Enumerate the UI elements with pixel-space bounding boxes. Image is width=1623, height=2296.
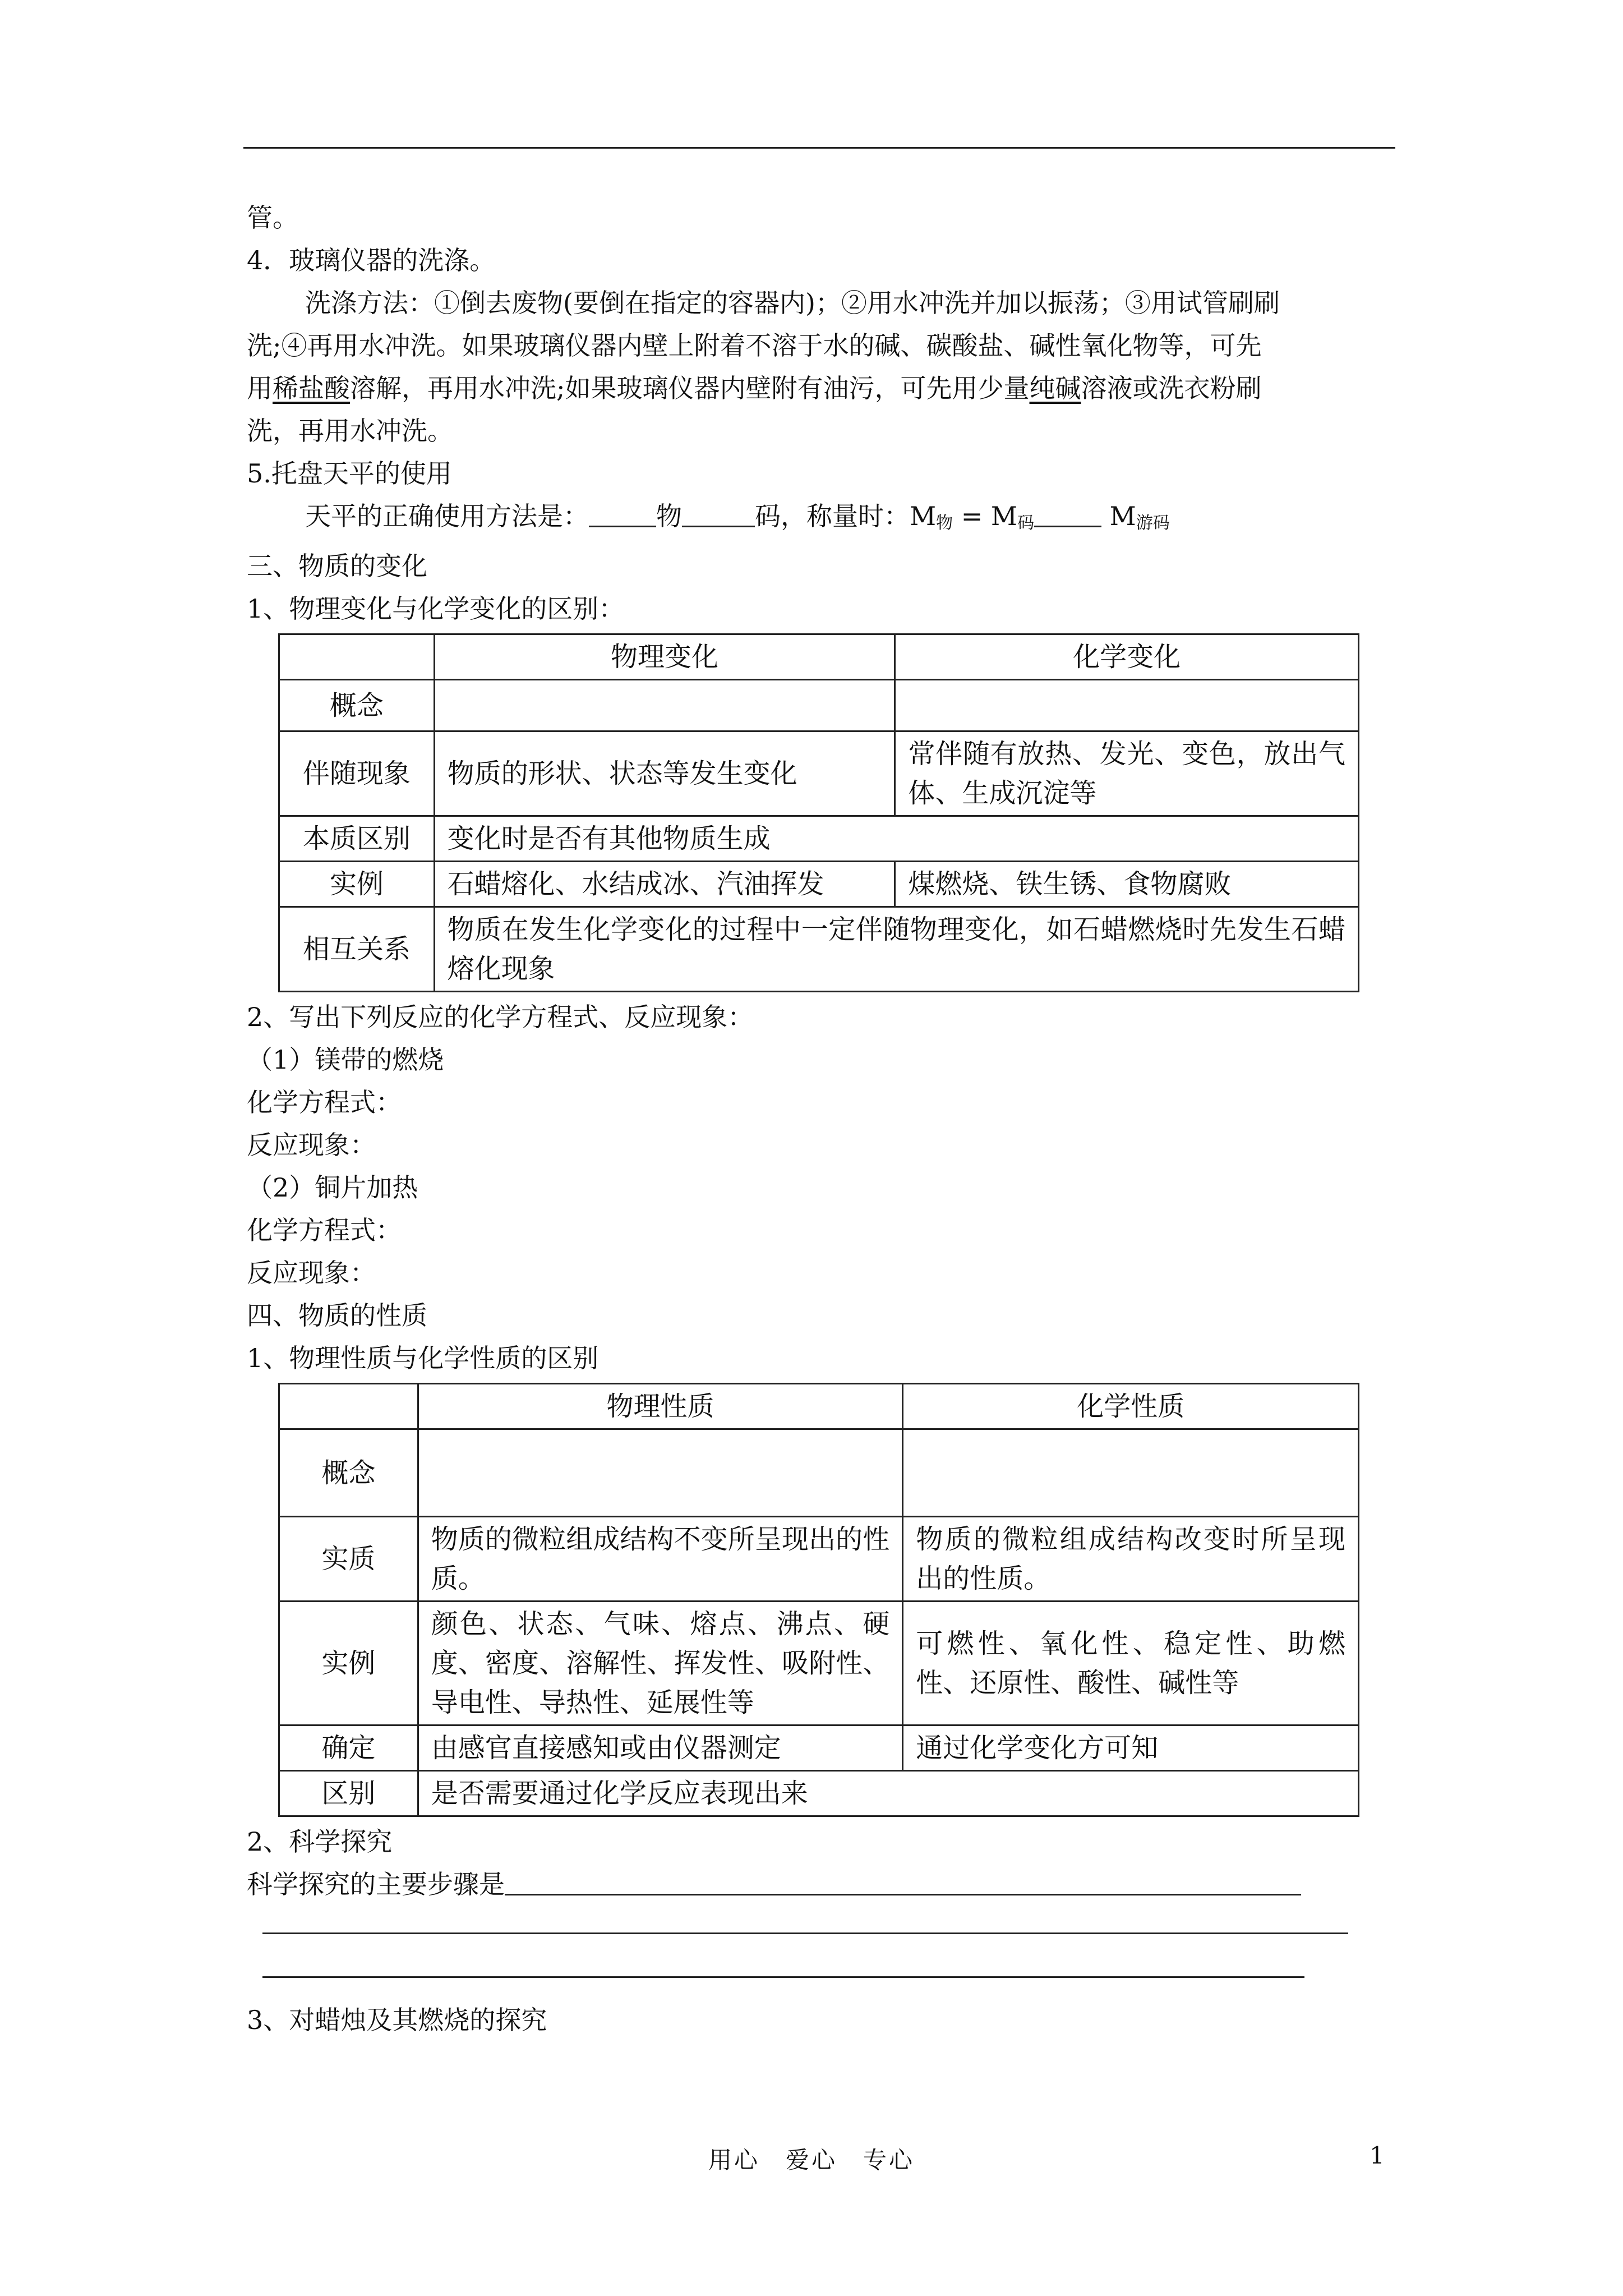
balance-line — [247, 495, 1402, 545]
equation-prompt: 化学方程式： — [247, 1215, 402, 1245]
table-header-cell: 化学性质 — [903, 1384, 1359, 1429]
underlined-term: 稀盐酸 — [273, 373, 350, 403]
balance-text: 物 — [656, 501, 682, 531]
table-header-row — [279, 1384, 1359, 1429]
row-label: 概念 — [279, 1429, 418, 1517]
table-cell: 由感官直接感知或由仪器测定 — [418, 1726, 903, 1771]
phenomenon-prompt: 反应现象： — [247, 1130, 376, 1160]
table-row — [279, 1771, 1359, 1816]
table-cell: 通过化学变化方可知 — [903, 1726, 1359, 1771]
table-cell: 可燃性、氧化性、稳定性、助燃性、还原性、酸性、碱性等 — [903, 1602, 1359, 1726]
answer-line-wrap — [247, 1945, 1402, 1987]
table-cell: 物质的微粒组成结构改变时所呈现出的性质。 — [903, 1517, 1359, 1602]
row-label: 实例 — [279, 1602, 418, 1726]
steps-text: 科学探究的主要步骤是 — [247, 1869, 505, 1899]
table-row — [279, 1429, 1359, 1517]
wash-line-3 — [247, 367, 1402, 409]
document-body — [247, 196, 1402, 2041]
wash-line-1: 洗涤方法：①倒去废物(要倒在指定的容器内)；②用水冲洗并加以振荡；③用试管刷刷 — [305, 288, 1280, 318]
table-cell — [279, 634, 435, 680]
phenomenon-prompt: 反应现象： — [247, 1258, 376, 1288]
answer-line[interactable] — [262, 1976, 1304, 1978]
header-rule — [243, 147, 1395, 149]
table-row — [279, 731, 1359, 816]
section-heading: 四、物质的性质 — [247, 1300, 427, 1331]
subsection-heading: 2、科学探究 — [247, 1826, 393, 1857]
table-cell — [418, 1429, 903, 1517]
table-row — [279, 907, 1359, 992]
subsection-heading: 2、写出下列反应的化学方程式、反应现象： — [247, 1002, 754, 1032]
table-row — [279, 680, 1359, 731]
reaction-item: （2）铜片加热 — [247, 1172, 418, 1203]
heading-balance: 5.托盘天平的使用 — [247, 458, 452, 489]
table-cell — [903, 1429, 1359, 1517]
wash-text: 溶液或洗衣粉刷 — [1081, 373, 1262, 403]
subscript: 游码 — [1136, 513, 1170, 533]
table-row — [279, 1517, 1359, 1602]
row-label: 概念 — [279, 680, 435, 731]
table-header-cell: 物理变化 — [434, 634, 895, 680]
table-cell — [895, 680, 1359, 731]
table-cell-merged: 是否需要通过化学反应表现出来 — [418, 1771, 1358, 1816]
reaction-item: （1）镁带的燃烧 — [247, 1045, 444, 1075]
row-label: 伴随现象 — [279, 731, 435, 816]
subsection-heading: 3、对蜡烛及其燃烧的探究 — [247, 2005, 547, 2035]
table-row — [279, 862, 1359, 907]
fill-blank[interactable] — [589, 503, 656, 527]
row-label: 本质区别 — [279, 816, 435, 862]
table-cell: 颜色、状态、气味、熔点、沸点、硬度、密度、溶解性、挥发性、吸附性、导电性、导热性、延展性等 — [418, 1602, 903, 1726]
table-cell: 石蜡熔化、水结成冰、汽油挥发 — [434, 862, 895, 907]
answer-blank[interactable] — [505, 1868, 1301, 1895]
subscript: 码 — [1017, 513, 1034, 533]
table-cell: 煤燃烧、铁生锈、食物腐败 — [895, 862, 1359, 907]
wash-text: 用 — [247, 373, 273, 403]
table-header-cell: 化学变化 — [895, 634, 1359, 680]
balance-text: M — [1101, 501, 1136, 531]
wash-paragraph — [247, 282, 1402, 452]
footer-motto: 用心 爱心 专心 — [708, 2146, 915, 2174]
balance-text: 码，称量时：M — [755, 501, 937, 531]
table-cell — [434, 680, 895, 731]
table-header-cell: 物理性质 — [418, 1384, 903, 1429]
table-header-row — [279, 634, 1359, 680]
property-comparison-table — [278, 1383, 1359, 1817]
fill-blank[interactable] — [682, 503, 755, 527]
row-label: 实例 — [279, 862, 435, 907]
heading-glass-washing: 4．玻璃仪器的洗涤。 — [247, 245, 496, 275]
balance-text: 天平的正确使用方法是： — [305, 501, 589, 531]
change-comparison-table — [278, 633, 1359, 992]
table-cell-merged: 物质在发生化学变化的过程中一定伴随物理变化，如石蜡燃烧时先发生石蜡熔化现象 — [434, 907, 1358, 992]
table-cell — [279, 1384, 418, 1429]
equation-prompt: 化学方程式： — [247, 1087, 402, 1117]
table-cell-merged: 变化时是否有其他物质生成 — [434, 816, 1358, 862]
section-heading: 三、物质的变化 — [247, 551, 427, 581]
wash-line-2: 洗;④再用水冲洗。如果玻璃仪器内壁上附着不溶于水的碱、碳酸盐、碱性氧化物等，可先 — [247, 330, 1262, 361]
balance-text: = M — [953, 501, 1017, 531]
fill-blank[interactable] — [1034, 503, 1101, 527]
row-label: 实质 — [279, 1517, 418, 1602]
answer-line-wrap — [247, 1906, 1402, 1945]
page-number: 1 — [1370, 2142, 1385, 2169]
underlined-term: 纯碱 — [1029, 373, 1081, 403]
subscript: 物 — [936, 513, 953, 533]
table-cell: 常伴随有放热、发光、变色，放出气体、生成沉淀等 — [895, 731, 1359, 816]
table-cell: 物质的形状、状态等发生变化 — [434, 731, 895, 816]
row-label: 确定 — [279, 1726, 418, 1771]
text-line: 管。 — [247, 203, 298, 233]
subsection-heading: 1、物理变化与化学变化的区别： — [247, 593, 625, 624]
row-label: 相互关系 — [279, 907, 435, 992]
table-cell: 物质的微粒组成结构不变所呈现出的性质。 — [418, 1517, 903, 1602]
row-label: 区别 — [279, 1771, 418, 1816]
wash-line-4: 洗，再用水冲洗。 — [247, 416, 453, 446]
table-row — [279, 816, 1359, 862]
table-row — [279, 1726, 1359, 1771]
subsection-heading: 1、物理性质与化学性质的区别 — [247, 1343, 599, 1373]
answer-line[interactable] — [262, 1932, 1348, 1934]
table-row — [279, 1602, 1359, 1726]
steps-prompt — [247, 1863, 1402, 1906]
wash-text: 溶解，再用水冲洗;如果玻璃仪器内壁附有油污，可先用少量 — [350, 373, 1030, 403]
